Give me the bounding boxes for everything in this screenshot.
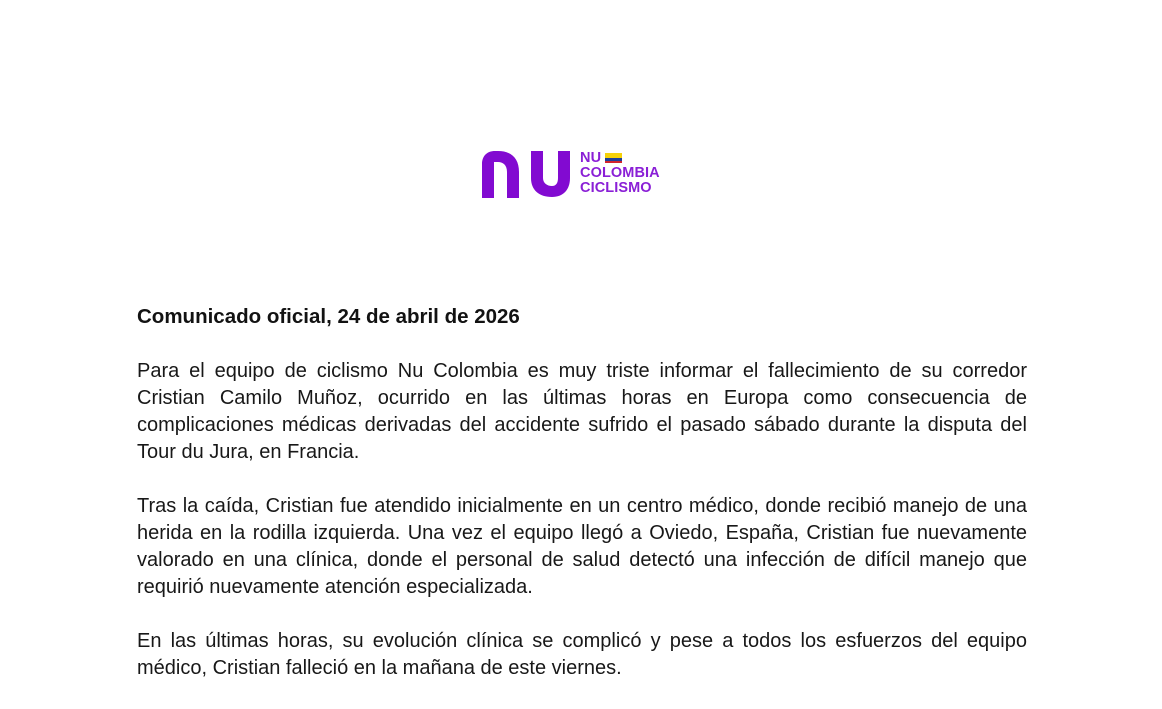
logo-line-nu: NU [580, 150, 602, 166]
logo-line-colombia: COLOMBIA [580, 165, 660, 181]
paragraph-3: En las últimas horas, su evolución clínica se complicó y pese a todos los esfuerzos del equipo médico, Cristian falleció en la mañana de este viernes. [137, 630, 1027, 679]
press-release [137, 302, 1027, 709]
logo-line-ciclismo: CICLISMO [580, 180, 652, 196]
colombia-flag-icon [605, 153, 622, 163]
paragraph-2: Tras la caída, Cristian fue atendido inicialmente en un centro médico, donde recibió manejo de una herida en la rodilla izquierda. Una vez el equipo llegó a Oviedo, España, Cristian fue nuevamente valorado en una clínica, donde el personal de salud detectó una infección de difícil manejo que requirió nuevamente atención especializada. [137, 495, 1027, 598]
nu-logo-icon [481, 150, 571, 198]
logo-wordmark [580, 151, 660, 196]
document-title: Comunicado oficial, 24 de abril de 2026 [137, 305, 520, 328]
nu-colombia-ciclismo-logo [481, 150, 660, 200]
paragraph-1: Para el equipo de ciclismo Nu Colombia es muy triste informar el fallecimiento de su corredor Cristian Camilo Muñoz, ocurrido en las últimas horas en Europa como consecuencia de complicaciones médicas derivadas del accidente sufrido el pasado sábado durante la disputa del Tour du Jura, en Francia. [137, 360, 1027, 463]
